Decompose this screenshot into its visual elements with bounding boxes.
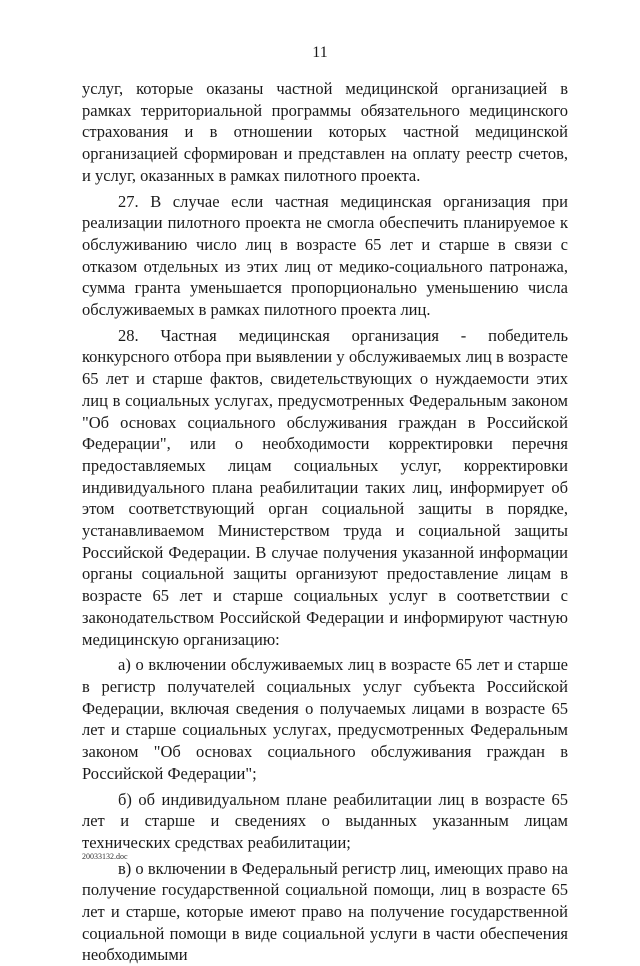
- subparagraph-b: б) об индивидуальном плане реабилитации лиц в возрасте 65 лет и старше и сведениях о выданных указанным лицам технических средствах реабилитации;: [82, 789, 568, 852]
- paragraph-continuation: услуг, которые оказаны частной медицинской организацией в рамках территориальной программы обязательного медицинского страхования и в отношении которых частной медицинской организацией сформирован и представлен на оплату реестр счетов, и услуг, оказанных в рамках пилотного проекта.: [82, 79, 568, 185]
- page-number: 11: [312, 44, 328, 61]
- subparagraph-v: в) о включении в Федеральный регистр лиц, имеющих право на получение государственной социальной помощи, лиц в возрасте 65 лет и старше, которые имеют право на получение государственной социальной помощи в виде социальной услуги в части обеспечения необходимыми: [82, 858, 568, 965]
- paragraph-28: 28. Частная медицинская организация - победитель конкурсного отбора при выявлении у обслуживаемых лиц в возрасте 65 лет и старше фактов, свидетельствующих о нуждаемости этих лиц в социальных услугах, предусмотренных Федеральным законом "Об основах социального обслуживания граждан в Российской Федерации", или о необходимости корректировки перечня предоставляемых лицам социальных услуг, корректировки индивидуального плана реабилитации таких лиц, информирует об этом соответствующий орган социальной защиты в порядке, устанавливаемом Министерством труда и социальной защиты Российской Федерации. В случае получения указанной информации органы социальной защиты организуют предоставление лицам в возрасте 65 лет и старше социальных услуг в соответствии с законодательством Российской Федерации и информируют частную медицинскую организацию:: [82, 325, 568, 649]
- footer-filename: 20033132.doc: [82, 852, 128, 861]
- subparagraph-a: а) о включении обслуживаемых лиц в возрасте 65 лет и старше в регистр получателей социальных услуг субъекта Российской Федерации, включая сведения о получаемых лицами в возрасте 65 лет и старше социальных услугах, предусмотренных Федеральным законом "Об основах социального обслуживания граждан в Российской Федерации";: [82, 655, 568, 783]
- document-body: [82, 78, 568, 966]
- paragraph-27: 27. В случае если частная медицинская организация при реализации пилотного проекта не смогла обеспечить планируемое к обслуживанию число лиц в возрасте 65 лет и старше в связи с отказом отдельных из этих лиц от медико-социального патронажа, сумма гранта уменьшается пропорционально уменьшению числа обслуживаемых в рамках пилотного проекта лиц.: [82, 191, 568, 320]
